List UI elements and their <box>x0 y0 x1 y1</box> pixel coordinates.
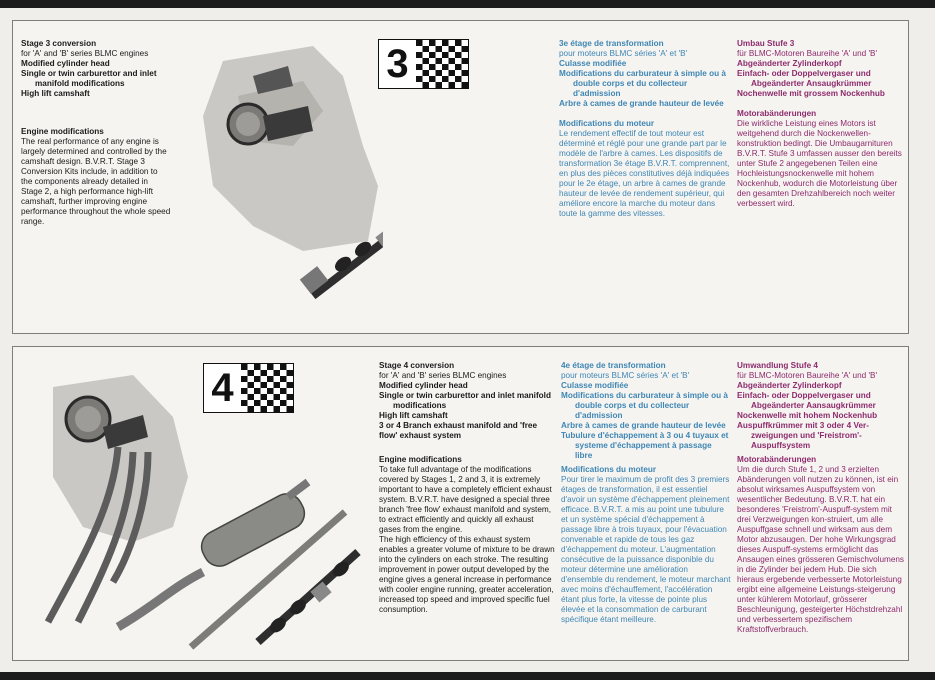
stage-4-english-mods-text: To take full advantage of the modifications covered by Stages 1, 2 and 3, it is extremely important to have a completely efficient exhaust system. B.V.R.T. have designed a special three branch 'free flow' exhaust manifold and system, to extract efficiently and quickly all exhaust gases from the engine. <box>379 465 552 534</box>
stage-4-english-item: Modified cylinder head <box>379 381 468 390</box>
stage-3-checkered-badge <box>378 39 469 89</box>
stage-3-engine-camshaft-photo <box>193 36 383 306</box>
stage-4-german-item: Nockenwelle mit hohem Nockenhub <box>737 411 878 420</box>
stage-4-checkered-badge <box>203 363 294 413</box>
stage-3-french-item: Arbre à cames de grande hauteur de levée <box>559 99 724 108</box>
stage-3-panel <box>12 20 909 334</box>
stage-3-english-title: Stage 3 conversion <box>21 39 97 48</box>
stage-4-german-item: Auspuffkrümmer mit 3 oder 4 Ver-zweigungen und 'Freistrom'-Auspuffsystem <box>737 421 869 450</box>
stage-3-french-item: Culasse modifiée <box>559 59 627 68</box>
stage-4-english-subtitle: for 'A' and 'B' series BLMC engines <box>379 371 507 380</box>
stage-3-number: 3 <box>386 42 409 86</box>
stage-4-french-mods-text: Pour tirer le maximum de profit des 3 premiers étages de transformation, il est essentiel d'avoir un système d'échappement pleinement efficace. B.V.R.T. a mis au point une tubulure et un système spécial d'échappement à passage libre à trois tuyaux, pour l'évacuation convenable et rapide de tous les gaz d'échappement du moteur. L'augmentation consécutive de la puissance disponible du moteur détermine une amélioration d'ensemble du rendement, le moteur marchant avec moins d'échauffement, l'accélération étant plus forte, la vitesse de pointe plus élevée et la consommation de carburant spécifique étant meilleure. <box>561 475 731 624</box>
stage-4-english-mods-text-2: The high efficiency of this exhaust system enables a greater volume of mixture to be drawn into the cylinders on each stroke. The resulting improvement in power output developed by the engine gives a general increase in performance with cooler engine running, greater acceleration, increased top speed and improved specific fuel consumption. <box>379 535 555 614</box>
stage-3-english-subtitle: for 'A' and 'B' series BLMC engines <box>21 49 149 58</box>
stage-4-german-mods-heading: Motorabänderungen <box>737 455 817 464</box>
stage-4-german-item: Einfach- oder Doppelvergaser und Abgeänderter Aansaugkrümmer <box>737 391 876 410</box>
stage-4-english-mods-heading: Engine modifications <box>379 455 462 464</box>
stage-4-english-title: Stage 4 conversion <box>379 361 455 370</box>
stage-4-german-mods-text: Um die durch Stufe 1, 2 und 3 erzielten Abänderungen voll nutzen zu können, ist ein absolut wirksames Auspuffsystem von wesentlicher Bedeutung. B.V.R.T. hat ein besonderes 'Freistrom'-Auspuff-system mit drei Verzweigungen kon-struiert, um alle Auspuffgase schnell und wirksam aus dem Motor abzusaugen. Der hohe Wirkungsgrad dieses Auspuff-systems ermöglicht das Ansaugen eines grösseren Gemischvolumens in die Zylinder bei jedem Hub. Die sich hieraus ergebende verbesserte Motorleistung ergibt eine allgemeine Leistungs-steigerung unter kühlerem Motorlauf, grösserer Beschleunigung, gesteigerter Höchstdrehzahl und verbessertem spezifischem Kraftstoffverbrauch. <box>737 465 905 634</box>
stage-4-english-item: Single or twin carburettor and inlet manifold modifications <box>379 391 551 410</box>
stage-3-german-item: Nochenwelle mit grossem Nockenhub <box>737 89 885 98</box>
stage-3-french-title: 3e étage de transformation <box>559 39 664 48</box>
stage-3-german-column <box>737 39 905 209</box>
stage-3-french-mods-text: Le rendement effectif de tout moteur est déterminé et réglé pour une grande part par le modèle de l'arbre à cames. Les dispositifs de transformation 3e étage B.V.R.T. comprennent, en plus des pièces constitutives déjà indiquées pour le 2e étage, un arbre à cames de grande hauteur de levée de rendement supérieur, qui améliore encore la marche du moteur dans toute la gamme des vitesses. <box>559 129 730 218</box>
stage-4-german-subtitle: für BLMC-Motoren Baureihe 'A' und 'B' <box>737 371 878 380</box>
stage-4-french-subtitle: pour moteurs BLMC séries 'A' et 'B' <box>561 371 690 380</box>
stage-3-german-mods-text: Die wirkliche Leistung eines Motors ist weitgehend durch die Nockenwellen-konstruktion bedingt. Die Umbaugarnituren B.V.R.T. Stufe 3 umfassen ausser den bereits unter Stufe 2 angegebenen Teilen eine Hochleistungsnockenwelle mit hohem Nockenhub, wodurch die Motorleistung über den gesamten Drehzahlbereich noch weiter verbessert wird. <box>737 119 902 208</box>
stage-3-french-subtitle: pour moteurs BLMC séries 'A' et 'B' <box>559 49 688 58</box>
stage-3-french-item: Modifications du carburateur à simple ou à double corps et du collecteur d'admission <box>559 69 726 98</box>
stage-4-french-column <box>561 361 731 625</box>
stage-4-french-title: 4e étage de transformation <box>561 361 666 370</box>
stage-4-english-item: 3 or 4 Branch exhaust manifold and 'free flow' exhaust system <box>379 421 538 440</box>
stage-3-english-item: Modified cylinder head <box>21 59 110 68</box>
stage-4-english-item: High lift camshaft <box>379 411 448 420</box>
stage-3-french-mods-heading: Modifications du moteur <box>559 119 655 128</box>
stage-4-number: 4 <box>211 366 234 410</box>
stage-4-german-item: Abgeänderter Zylinderkopf <box>737 381 842 390</box>
stage-4-panel <box>12 346 909 661</box>
stage-4-german-column <box>737 361 905 635</box>
stage-3-french-column <box>559 39 731 219</box>
stage-3-german-subtitle: für BLMC-Motoren Baureihe 'A' und 'B' <box>737 49 878 58</box>
checkered-flag-icon <box>241 364 293 412</box>
stage-3-english-item: High lift camshaft <box>21 89 90 98</box>
stage-4-french-item: Culasse modifiée <box>561 381 629 390</box>
stage-4-german-title: Umwandlung Stufe 4 <box>737 361 818 370</box>
stage-4-french-item: Arbre à cames de grande hauteur de levée <box>561 421 726 430</box>
stage-3-german-item: Einfach- oder Doppelvergaser und Abgeänderter Ansaugkrümmer <box>737 69 872 88</box>
stage-3-german-item: Abgeänderter Zylinderkopf <box>737 59 842 68</box>
stage-3-german-mods-heading: Motorabänderungen <box>737 109 817 118</box>
brochure-page <box>0 8 935 672</box>
stage-3-english-column <box>21 39 171 227</box>
stage-3-english-mods-heading: Engine modifications <box>21 127 104 136</box>
stage-3-english-item: Single or twin carburettor and inlet manifold modifications <box>21 69 157 88</box>
stage-3-german-title: Umbau Stufe 3 <box>737 39 795 48</box>
stage-4-english-column <box>379 361 555 615</box>
camshaft-icon <box>258 552 358 642</box>
stage-4-french-mods-heading: Modifications du moteur <box>561 465 657 474</box>
stage-4-exhaust-system-photo <box>23 357 363 652</box>
stage-4-french-item: Tubulure d'échappement à 3 ou 4 tuyaux et systeme d'échappement à passage libre <box>561 431 729 460</box>
stage-4-french-item: Modifications du carburateur à simple ou à double corps et du collecteur d'admission <box>561 391 728 420</box>
checkered-flag-icon <box>416 40 468 88</box>
stage-3-english-mods-text: The real performance of any engine is largely determined and controlled by the camshaft design. B.V.R.T. Stage 3 Conversion Kits include, in addition to the components already detailed in Stage 2, a high performance high-lift camshaft, further improving engine performance throughout the whole speed range. <box>21 137 171 226</box>
